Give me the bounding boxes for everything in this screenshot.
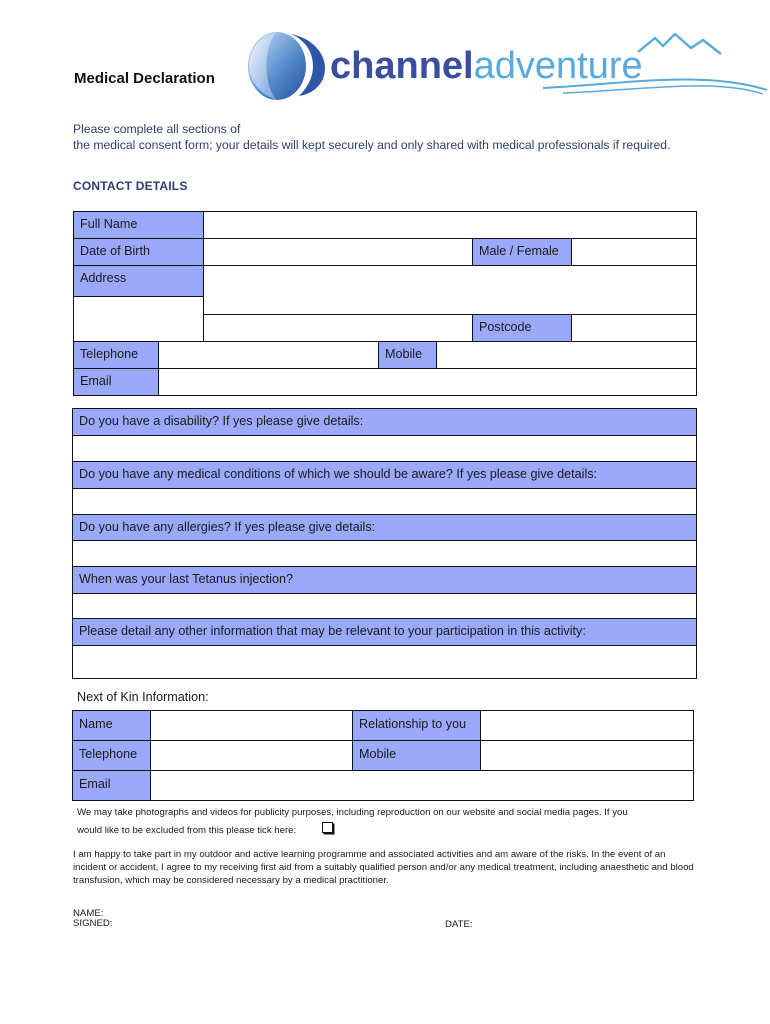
- nok-mobile-label: Mobile: [352, 740, 481, 771]
- nok-telephone-label: Telephone: [72, 740, 151, 771]
- signed-label: SIGNED:: [73, 918, 113, 929]
- dob-label: Date of Birth: [73, 238, 204, 266]
- full-name-field[interactable]: [203, 211, 697, 239]
- nok-relationship-label: Relationship to you: [352, 710, 481, 741]
- allergies-answer-field[interactable]: [72, 540, 697, 567]
- logo-word-channel: channel: [330, 45, 474, 87]
- tetanus-question: When was your last Tetanus injection?: [72, 566, 697, 594]
- photo-consent-line-2: would like to be excluded from this please tick here:: [77, 825, 297, 836]
- other-info-question: Please detail any other information that may be relevant to your participation in this activity:: [72, 618, 697, 646]
- medical-conditions-answer-field[interactable]: [72, 488, 697, 515]
- gender-field[interactable]: [571, 238, 697, 266]
- contact-details-heading: CONTACT DETAILS: [73, 179, 188, 193]
- nok-mobile-field[interactable]: [480, 740, 694, 771]
- nok-email-field[interactable]: [150, 770, 694, 801]
- date-label: DATE:: [445, 919, 473, 930]
- nok-telephone-field[interactable]: [150, 740, 353, 771]
- disability-question: Do you have a disability? If yes please give details:: [72, 408, 697, 436]
- svg-text:channeladventure: [330, 45, 643, 87]
- postcode-field[interactable]: [571, 314, 697, 342]
- intro-line-1: Please complete all sections of: [73, 122, 241, 136]
- postcode-label: Postcode: [472, 314, 572, 342]
- address-blank-cell: [73, 296, 204, 342]
- medical-conditions-question: Do you have any medical conditions of which we should be aware? If yes please give details:: [72, 461, 697, 489]
- address-label: Address: [73, 265, 204, 297]
- logo-mountains-shape: [638, 34, 721, 54]
- intro-line-2: the medical consent form; your details will kept securely and only shared with medical professionals if required.: [73, 138, 671, 152]
- logo-word-adventure: adventure: [473, 45, 643, 87]
- mobile-field[interactable]: [436, 341, 697, 369]
- other-info-answer-field[interactable]: [72, 645, 697, 679]
- allergies-question: Do you have any allergies? If yes please give details:: [72, 514, 697, 541]
- address-field[interactable]: [203, 265, 697, 315]
- photo-exclusion-checkbox[interactable]: [322, 822, 333, 833]
- disability-answer-field[interactable]: [72, 435, 697, 462]
- telephone-label: Telephone: [73, 341, 159, 369]
- page-title: Medical Declaration: [74, 70, 215, 87]
- nok-name-label: Name: [72, 710, 151, 741]
- telephone-field[interactable]: [158, 341, 379, 369]
- intro-text: [73, 121, 693, 153]
- declaration-text: I am happy to take part in my outdoor and active learning programme and associated activities and am aware of the risks. In the event of an incident or accident, I agree to my receiving first aid from a suitably qualified person and/or any medical treatment, including anaesthetic and blood transfusion, which may be considered necessary by a medical practitioner.: [73, 849, 694, 886]
- dob-field[interactable]: [203, 238, 473, 266]
- signature-block: [73, 909, 112, 929]
- address-line-2-field[interactable]: [203, 314, 473, 342]
- email-label: Email: [73, 368, 159, 396]
- nok-email-label: Email: [72, 770, 151, 801]
- nok-relationship-field[interactable]: [480, 710, 694, 741]
- tetanus-answer-field[interactable]: [72, 593, 697, 619]
- channel-adventure-logo: [243, 30, 768, 100]
- email-field[interactable]: [158, 368, 697, 396]
- name-label: NAME:: [73, 908, 104, 919]
- photo-consent-line-1: We may take photographs and videos for publicity purposes, including reproduction on our website and social media pages. If you: [77, 807, 628, 818]
- mobile-label: Mobile: [378, 341, 437, 369]
- nok-name-field[interactable]: [150, 710, 353, 741]
- next-of-kin-heading: Next of Kin Information:: [77, 690, 209, 704]
- gender-label: Male / Female: [472, 238, 572, 266]
- full-name-label: Full Name: [73, 211, 204, 239]
